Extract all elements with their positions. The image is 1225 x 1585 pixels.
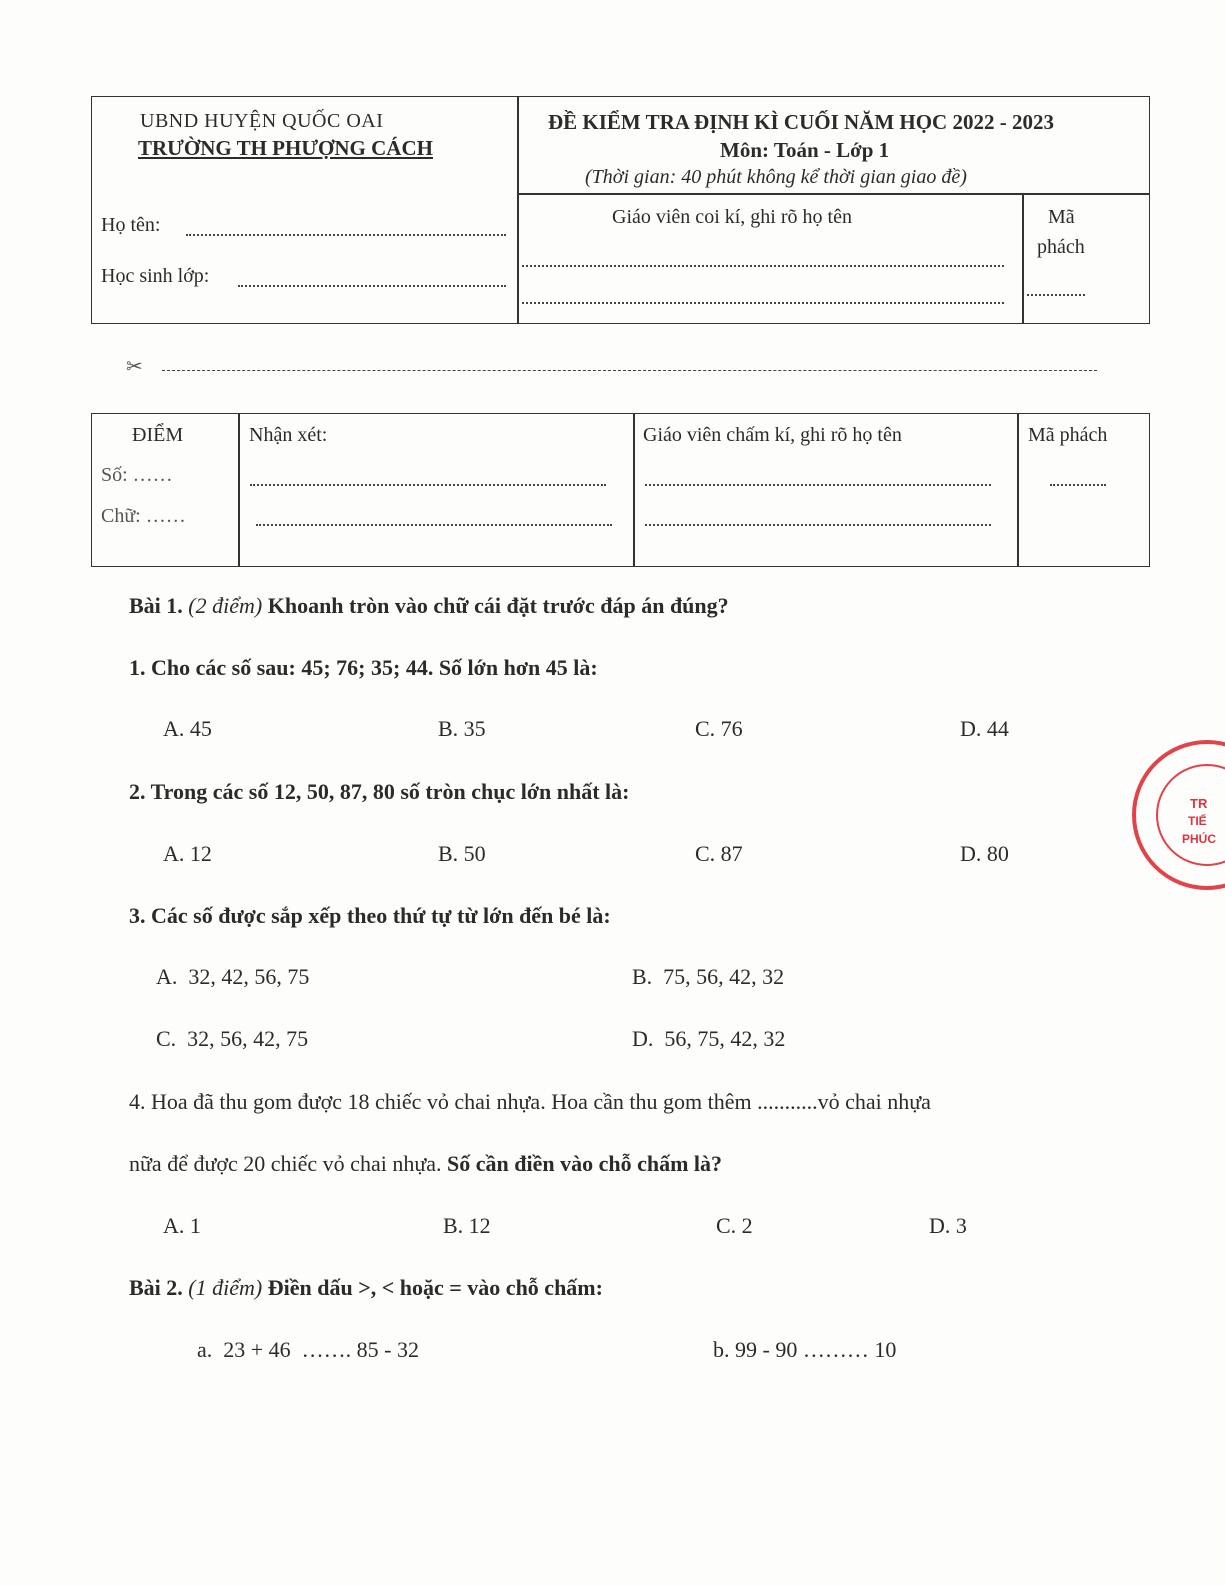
q4-option-c[interactable]: C. 2: [716, 1213, 753, 1238]
q4-option-a[interactable]: A. 1: [163, 1213, 201, 1238]
seal-text: TR: [1190, 796, 1208, 811]
q3-option-c[interactable]: C. 32, 56, 42, 75: [156, 1026, 309, 1051]
q4-prompt: Số cần điền vào chỗ chấm là?: [447, 1151, 723, 1176]
compare-b[interactable]: b. 99 - 90 ……… 10: [713, 1337, 897, 1362]
section-prefix: Bài 1.: [129, 593, 183, 618]
class-label: Học sinh lớp:: [101, 265, 210, 287]
question-4-line-2: [129, 1151, 722, 1177]
proctor-label: Giáo viên coi kí, ghi rõ họ tên: [612, 206, 852, 228]
seal-text: TIỂ: [1188, 814, 1207, 828]
divider: [517, 193, 1149, 195]
score-label: ĐIỂM: [132, 424, 184, 446]
question-1: 1. Cho các số sau: 45; 76; 35; 44. Số lớn hơn 45 là:: [129, 655, 598, 680]
grader-label: Giáo viên chấm kí, ghi rõ họ tên: [643, 424, 902, 446]
comment-field-1[interactable]: [250, 484, 606, 486]
section-2-heading: [129, 1275, 603, 1301]
class-field[interactable]: [238, 285, 506, 287]
school-name: TRƯỜNG TH PHƯỢNG CÁCH: [138, 136, 433, 160]
code-label: Mã: [1048, 206, 1075, 228]
q2-option-d[interactable]: D. 80: [960, 841, 1009, 866]
section-points: (1 điểm): [188, 1275, 263, 1300]
code-field[interactable]: [1027, 294, 1085, 296]
divider: [1022, 193, 1024, 323]
question-2: 2. Trong các số 12, 50, 87, 80 số tròn chục lớn nhất là:: [129, 779, 630, 804]
divider: [633, 414, 635, 566]
seal-text: PHÚC: [1182, 832, 1217, 846]
q1-option-a[interactable]: A. 45: [163, 716, 212, 741]
compare-a[interactable]: a. 23 + 46 ……. 85 - 32: [197, 1337, 419, 1362]
score-code-field[interactable]: [1050, 484, 1106, 486]
score-number: Số: ……: [101, 464, 173, 486]
q1-option-d[interactable]: D. 44: [960, 716, 1009, 741]
code-label: phách: [1037, 236, 1085, 258]
section-instruction: Khoanh tròn vào chữ cái đặt trước đáp án đúng?: [267, 593, 729, 618]
q1-option-b[interactable]: B. 35: [438, 716, 486, 741]
q4-option-d[interactable]: D. 3: [929, 1213, 967, 1238]
question-3: 3. Các số được sắp xếp theo thứ tự từ lớn đến bé là:: [129, 903, 611, 928]
proctor-field-2[interactable]: [522, 302, 1004, 304]
district-name: UBND HUYỆN QUỐC OAI: [140, 110, 384, 132]
section-points: (2 điểm): [188, 593, 263, 618]
divider: [1017, 414, 1019, 566]
q1-option-c[interactable]: C. 76: [695, 716, 743, 741]
cut-line: [162, 370, 1097, 371]
grader-field-2[interactable]: [645, 524, 991, 526]
name-label: Họ tên:: [101, 214, 161, 236]
q3-option-d[interactable]: D. 56, 75, 42, 32: [632, 1026, 786, 1051]
exam-time: (Thời gian: 40 phút không kể thời gian giao đề): [585, 166, 967, 188]
divider: [238, 414, 240, 566]
q2-option-b[interactable]: B. 50: [438, 841, 486, 866]
school-seal: [1132, 740, 1225, 890]
q2-option-c[interactable]: C. 87: [695, 841, 743, 866]
comment-label: Nhận xét:: [249, 424, 328, 446]
comment-field-2[interactable]: [256, 524, 612, 526]
q3-option-b[interactable]: B. 75, 56, 42, 32: [632, 964, 785, 989]
q4-text: nữa để được 20 chiếc vỏ chai nhựa.: [129, 1151, 442, 1176]
grader-field-1[interactable]: [645, 484, 991, 486]
q3-option-a[interactable]: A. 32, 42, 56, 75: [156, 964, 310, 989]
q4-option-b[interactable]: B. 12: [443, 1213, 491, 1238]
section-1-heading: [129, 593, 729, 619]
section-instruction: Điền dấu >, < hoặc = vào chỗ chấm:: [267, 1275, 603, 1300]
divider: [517, 97, 519, 323]
question-4-line-1: 4. Hoa đã thu gom được 18 chiếc vỏ chai nhựa. Hoa cần thu gom thêm ...........vỏ chai nhựa: [129, 1089, 931, 1114]
proctor-field-1[interactable]: [522, 265, 1004, 267]
score-words: Chữ: ……: [101, 505, 186, 527]
exam-title: ĐỀ KIỂM TRA ĐỊNH KÌ CUỐI NĂM HỌC 2022 - 2023: [548, 110, 1054, 134]
q2-option-a[interactable]: A. 12: [163, 841, 212, 866]
exam-subject: Môn: Toán - Lớp 1: [720, 138, 890, 162]
section-prefix: Bài 2.: [129, 1275, 183, 1300]
name-field[interactable]: [186, 234, 506, 236]
scissors-icon: ✂: [126, 356, 143, 378]
score-code-label: Mã phách: [1028, 424, 1108, 446]
